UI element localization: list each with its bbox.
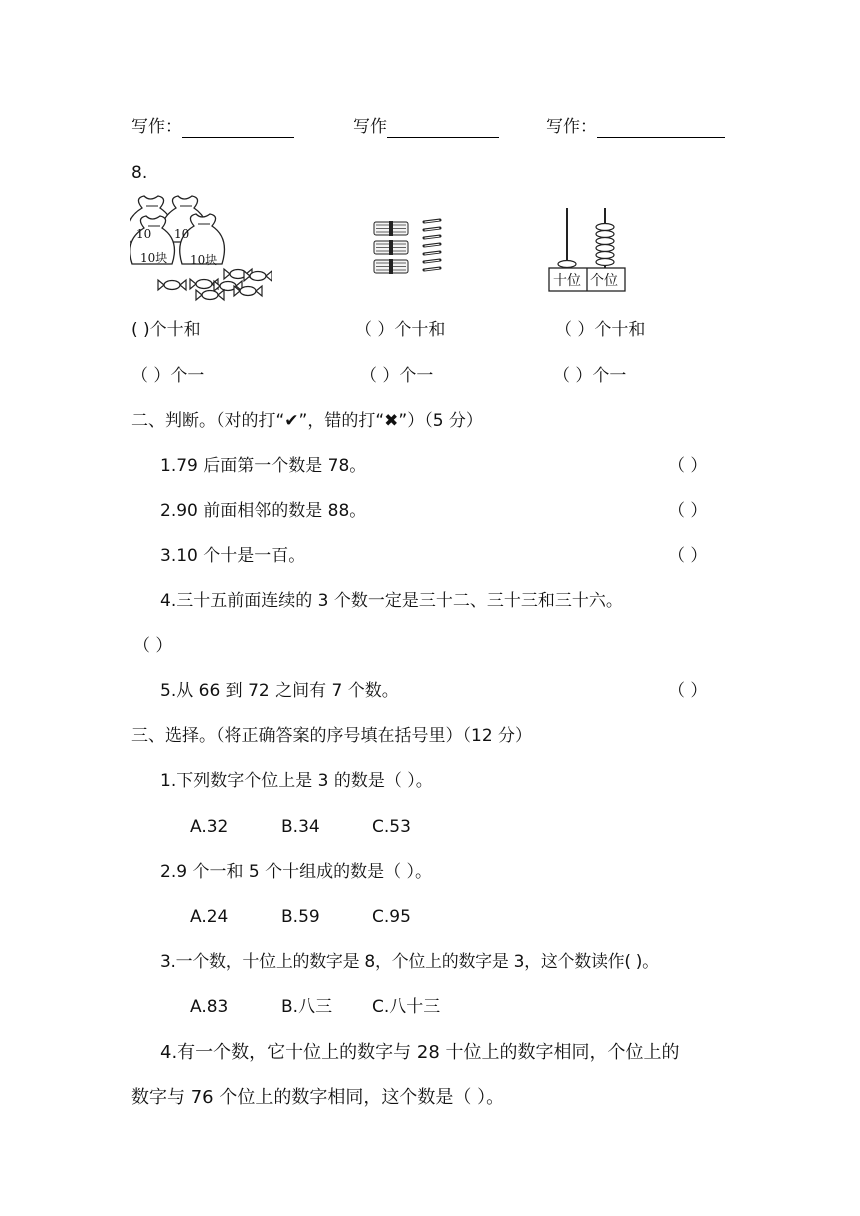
judge-item-4: 4.三十五前面连续的 3 个数一定是三十二、三十三和三十六。 (160, 591, 623, 611)
write-item-3 (546, 116, 725, 138)
write-label: 写作： (131, 117, 182, 137)
judge-item-1: 1.79 后面第一个数是 78。 (160, 456, 367, 476)
option-a[interactable]: A.32 (190, 817, 229, 837)
question-number: 8. (131, 163, 148, 183)
choice-question-4-line1: 4.有一个数，它十位上的数字与 28 十位上的数字相同，个位上的 (160, 1042, 680, 1063)
tens-answer-3[interactable]: （ ）个十和 (555, 320, 646, 340)
option-a[interactable]: A.83 (190, 997, 229, 1017)
judge-answer-1[interactable]: （ ） (668, 456, 708, 476)
choice-question-1: 1.下列数字个位上是 3 的数是（ ）。 (160, 771, 433, 791)
write-label: 写作： (546, 117, 597, 137)
ones-place-label: 个位 (590, 273, 618, 289)
option-b[interactable]: B.八三 (281, 997, 333, 1017)
write-label: 写作 (353, 117, 387, 137)
write-item-1 (131, 116, 294, 138)
money-bags-illustration (130, 194, 272, 302)
judge-item-3: 3.10 个十是一百。 (160, 546, 306, 566)
judge-item-2: 2.90 前面相邻的数是 88。 (160, 501, 367, 521)
answer-blank[interactable] (182, 119, 294, 138)
bag-label: 10块 (190, 253, 218, 267)
option-b[interactable]: B.34 (281, 817, 320, 837)
judge-answer-2[interactable]: （ ） (668, 501, 708, 521)
judge-answer-5[interactable]: （ ） (668, 681, 708, 701)
section-heading-choice: 三、选择。（将正确答案的序号填在括号里）（12 分） (131, 726, 533, 746)
option-c[interactable]: C.95 (372, 907, 411, 927)
judge-answer-3[interactable]: （ ） (668, 546, 708, 566)
choice-question-3: 3.一个数，十位上的数字是 8，个位上的数字是 3，这个数读作( )。 (160, 952, 659, 972)
bag-label: 10块 (140, 251, 168, 265)
ones-answer-2[interactable]: （ ）个一 (360, 366, 434, 386)
ones-answer-3[interactable]: （ ）个一 (553, 366, 627, 386)
abacus-illustration (546, 206, 628, 294)
bag-label: 10 (174, 227, 190, 241)
stick-bundles-illustration (372, 218, 444, 280)
candy-icons (158, 269, 272, 300)
tens-place-label: 十位 (553, 273, 581, 289)
tens-answer-2[interactable]: （ ）个十和 (355, 320, 446, 340)
option-c[interactable]: C.八十三 (372, 997, 441, 1017)
option-c[interactable]: C.53 (372, 817, 411, 837)
answer-blank[interactable] (387, 119, 499, 138)
section-heading-judge: 二、判断。（对的打“✔”，错的打“✖”）（5 分） (131, 411, 483, 431)
bag-label: 10 (136, 227, 152, 241)
choice-question-4-line2: 数字与 76 个位上的数字相同，这个数是（ ）。 (131, 1087, 505, 1108)
answer-blank[interactable] (597, 119, 725, 138)
judge-item-5: 5.从 66 到 72 之间有 7 个数。 (160, 681, 399, 701)
choice-question-2: 2.9 个一和 5 个十组成的数是（ ）。 (160, 862, 432, 882)
option-a[interactable]: A.24 (190, 907, 229, 927)
judge-answer-4[interactable]: （ ） (133, 636, 173, 656)
tens-answer-1[interactable]: ( )个十和 (131, 320, 201, 340)
write-item-2 (353, 116, 499, 138)
ones-answer-1[interactable]: （ ）个一 (131, 366, 205, 386)
option-b[interactable]: B.59 (281, 907, 320, 927)
